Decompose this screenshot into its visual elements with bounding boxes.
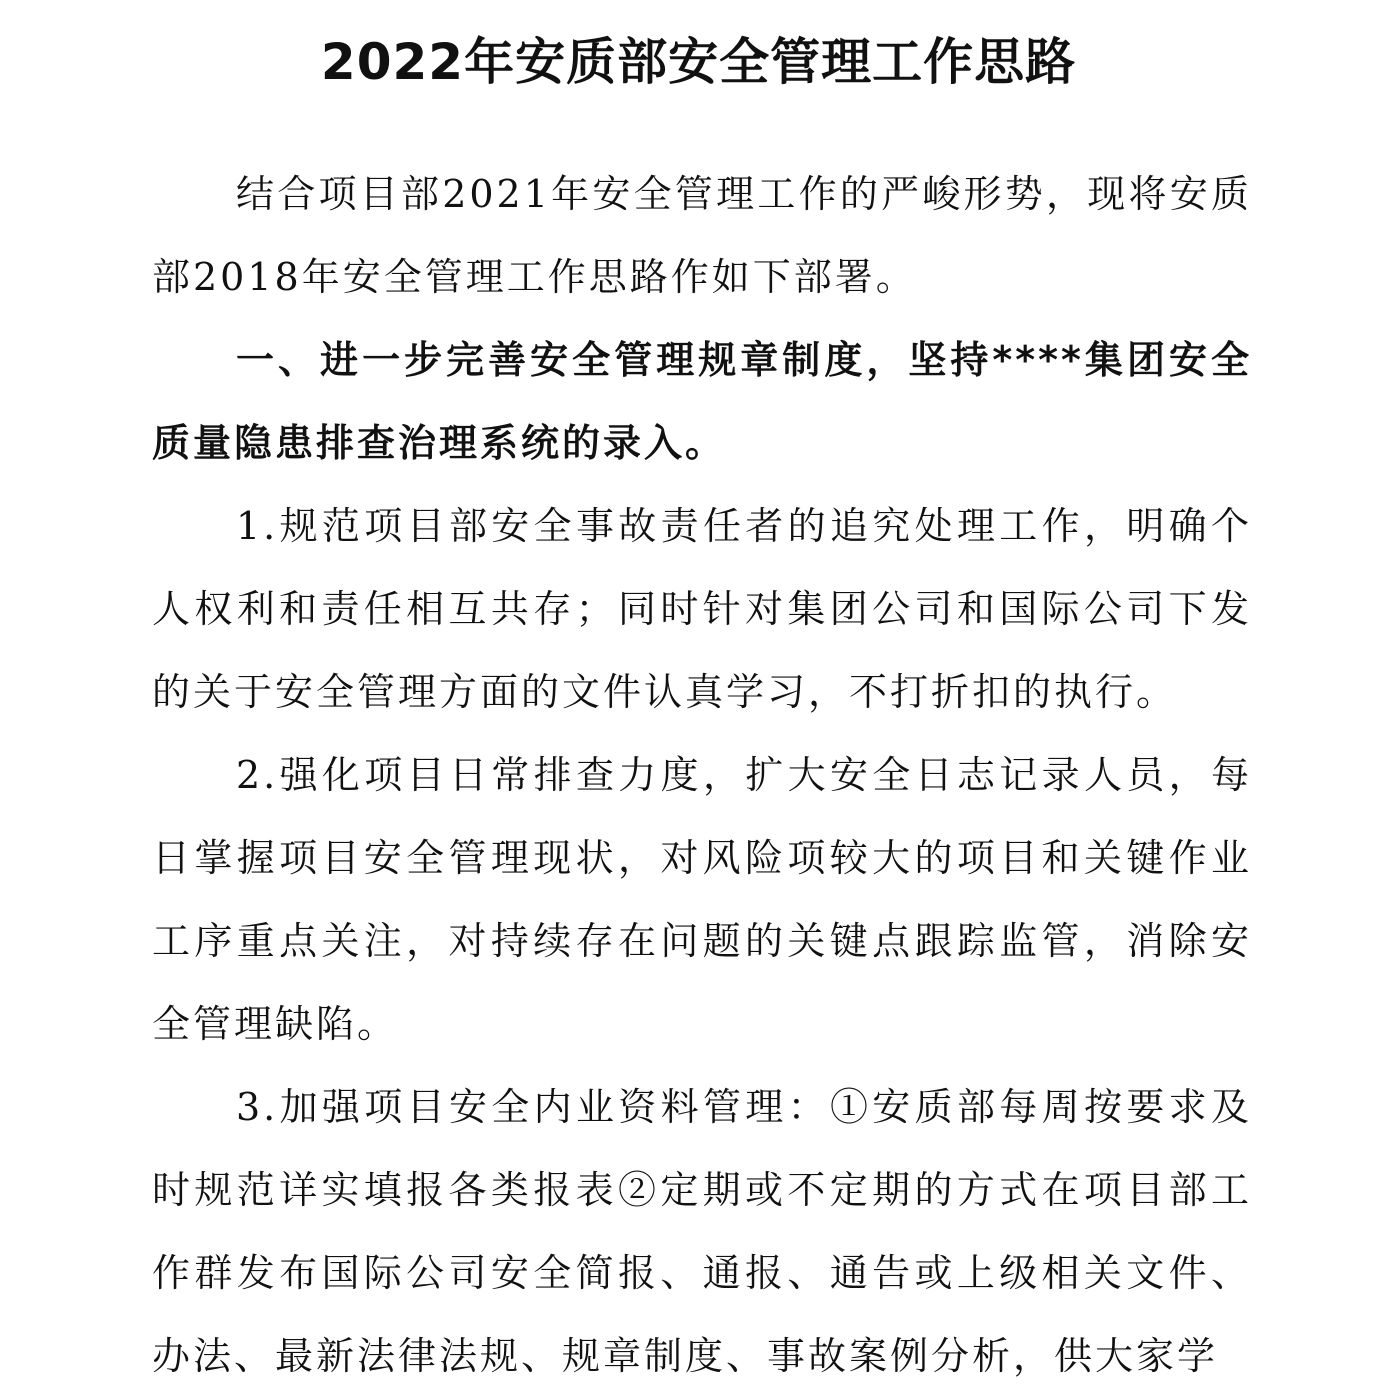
section-heading: 一、进一步完善安全管理规章制度，坚持****集团安全质量隐患排查治理系统的录入。	[152, 338, 1252, 465]
list-item-3: 3.加强项目安全内业资料管理：①安质部每周按要求及时规范详实填报各类报表②定期或不定期的方式在项目部工作群发布国际公司安全简报、通报、通告或上级相关文件、办法、最新法律法规、规章制度、事故案例分析，供大家学	[152, 1085, 1252, 1378]
document-body	[152, 153, 1252, 1397]
intro-paragraph: 结合项目部2021年安全管理工作的严峻形势，现将安质部2018年安全管理工作思路作如下部署。	[152, 172, 1252, 299]
list-item-1: 1.规范项目部安全事故责任者的追究处理工作，明确个人权利和责任相互共存；同时针对集团公司和国际公司下发的关于安全管理方面的文件认真学习，不打折扣的执行。	[152, 504, 1252, 714]
list-item-2: 2.强化项目日常排查力度，扩大安全日志记录人员，每日掌握项目安全管理现状，对风险项较大的项目和关键作业工序重点关注，对持续存在问题的关键点跟踪监管，消除安全管理缺陷。	[152, 753, 1252, 1046]
document-title: 2022年安质部安全管理工作思路	[320, 33, 1077, 91]
